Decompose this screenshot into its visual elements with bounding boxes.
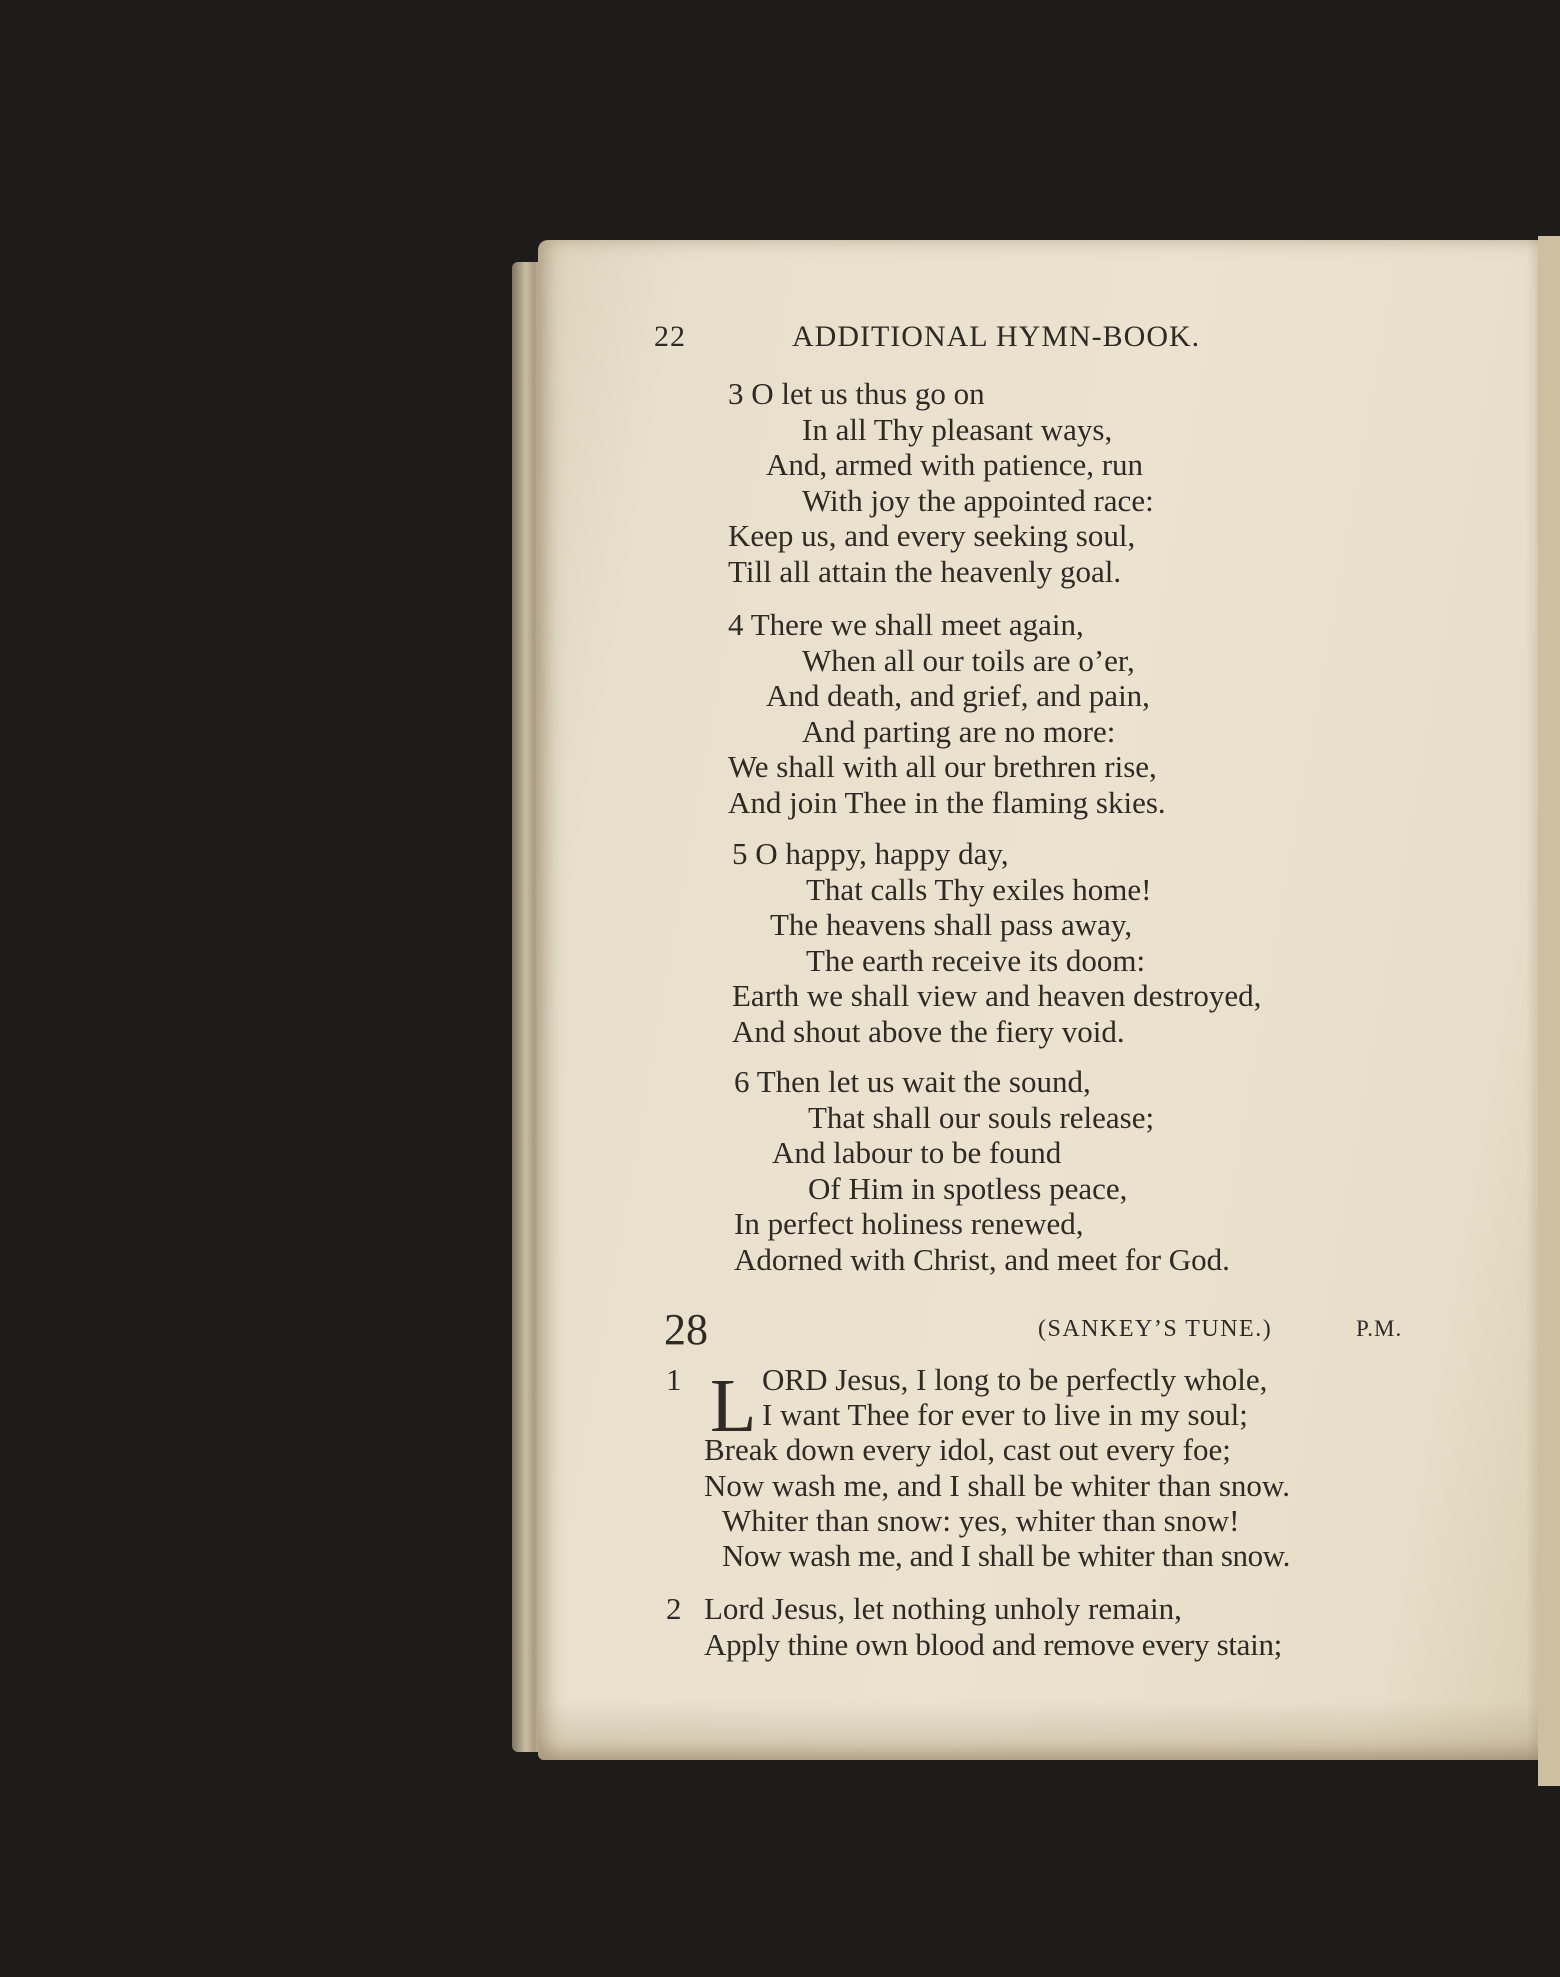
stanza-line: Adorned with Christ, and meet for God. [734,1241,1230,1277]
chorus-line: Whiter than snow: yes, whiter than snow! [722,1503,1240,1538]
stanza-line: Earth we shall view and heaven destroyed, [732,978,1262,1013]
stanza-line: 6 Then let us wait the sound, [734,1064,1091,1099]
stanza-line: Of Him in spotless peace, [808,1170,1128,1206]
stanza-line: And join Thee in the flaming skies. [728,784,1166,820]
verse-line: Apply thine own blood and remove every stain; [704,1627,1282,1662]
verse-line: ORD Jesus, I long to be perfectly whole, [762,1362,1268,1397]
stanza-line: And parting are no more: [802,713,1116,749]
stanza-line: In all Thy pleasant ways, [802,411,1113,447]
stanza-4 [728,607,1166,820]
stanza-line: We shall with all our brethren rise, [728,749,1157,784]
verse-line: Break down every idol, cast out every foe; [704,1432,1231,1467]
stanza-3 [728,376,1154,589]
stanza-line: Till all attain the heavenly goal. [728,553,1122,589]
facing-page-edge [1538,236,1560,1786]
stanza-line: And death, and grief, and pain, [766,678,1150,713]
stanza-5 [732,836,1261,1049]
page-number: 22 [654,320,686,353]
stanza-6 [734,1064,1230,1277]
stanza-line: That calls Thy exiles home! [806,871,1152,907]
verse-line: I want Thee for ever to live in my soul; [762,1397,1248,1432]
stanza-line: 3 O let us thus go on [728,376,985,411]
drop-cap: L [710,1364,757,1448]
stanza-line: When all our toils are o’er, [802,642,1135,678]
running-title: ADDITIONAL HYMN-BOOK. [792,320,1201,353]
stanza-line: 5 O happy, happy day, [732,836,1009,871]
stanza-line: 4 There we shall meet again, [728,607,1084,642]
verse-number: 1 [666,1362,682,1397]
stanza-line: With joy the appointed race: [802,482,1154,518]
hymn-number: 28 [664,1305,708,1354]
stanza-line: In perfect holiness renewed, [734,1206,1084,1241]
stanza-line: Keep us, and every seeking soul, [728,518,1136,553]
verse-line: Lord Jesus, let nothing unholy remain, [704,1591,1182,1626]
stanza-line: And labour to be found [772,1135,1062,1170]
stanza-line: The earth receive its doom: [806,942,1146,978]
verse-line: Now wash me, and I shall be whiter than snow. [704,1468,1291,1503]
stanza-line: And shout above the fiery void. [732,1013,1125,1049]
verse-number: 2 [666,1591,682,1626]
meter-label: P.M. [1356,1316,1403,1341]
stanza-line: The heavens shall pass away, [770,907,1133,942]
chorus-line: Now wash me, and I shall be whiter than snow. [722,1538,1291,1573]
tune-name: (SANKEY’S TUNE.) [1038,1316,1273,1342]
stanza-line: That shall our souls release; [808,1099,1155,1135]
stanza-line: And, armed with patience, run [766,447,1144,482]
